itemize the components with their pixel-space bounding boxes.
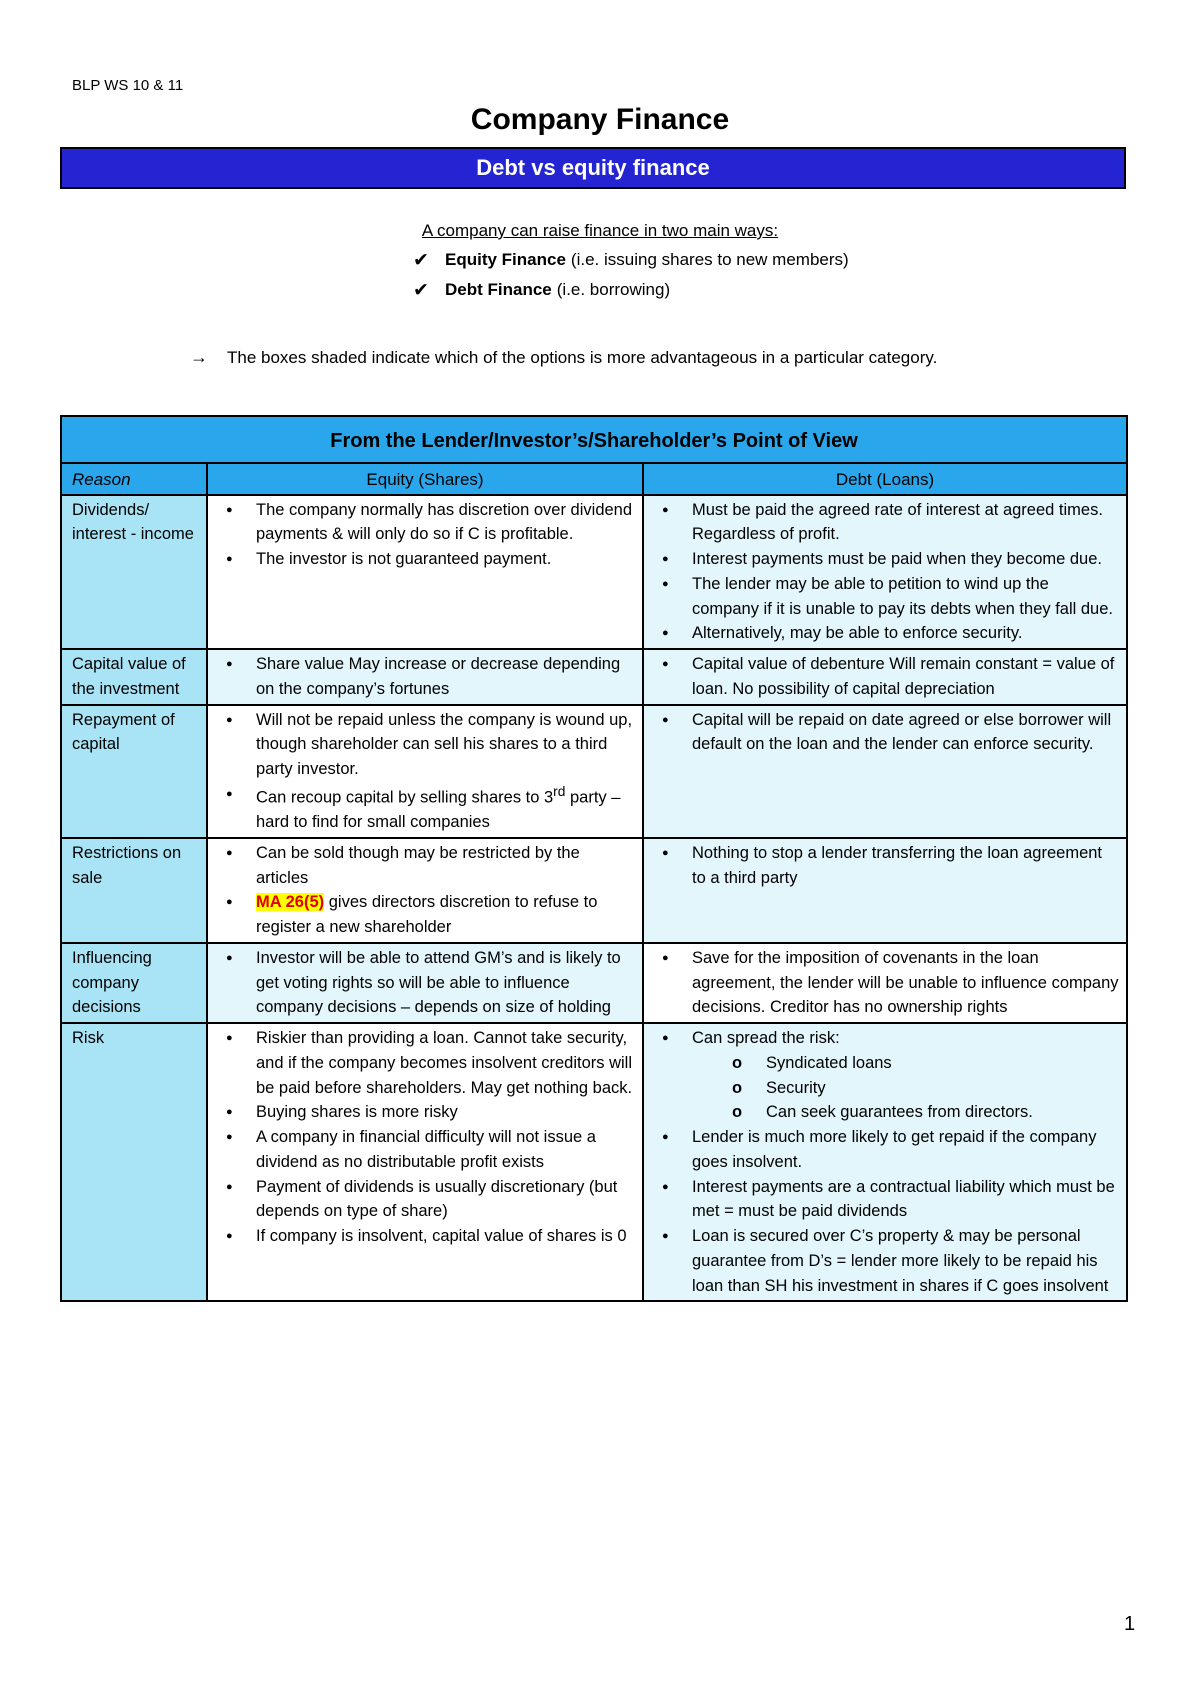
statute-reference: MA 26(5) [256,893,325,912]
table-row [61,1023,1127,1301]
bullet-item: ● Payment of dividends is usually discretionary (but depends on type of share) [218,1175,636,1225]
sub-item: o Can seek guarantees from directors. [732,1100,1120,1125]
reason-cell: Influencing company decisions [61,943,207,1023]
bullet-item: ● Nothing to stop a lender transferring the loan agreement to a third party [654,841,1120,891]
reason-cell: Capital value of the investment [61,649,207,705]
debt-cell [643,943,1127,1023]
page-number: 1 [1124,1613,1136,1635]
note-text: The boxes shaded indicate which of the options is more advantageous in a particular category. [227,347,938,367]
debt-cell [643,649,1127,705]
bullet-item: ● Lender is much more likely to get repaid if the company goes insolvent. [654,1125,1120,1175]
bullet-item: ● Can be sold though may be restricted by the articles [218,841,636,891]
sub-item: o Security [732,1076,1120,1101]
table-row [61,649,1127,705]
bullet-item: ● Save for the imposition of covenants in the loan agreement, the lender will be unable to influence company decisions. Creditor has no ownership rights [654,946,1120,1020]
header-equity: Equity (Shares) [207,463,643,495]
list-item [413,245,849,275]
bullet-item: ● Can recoup capital by selling shares to 3rd party – hard to find for small companies [218,782,636,835]
bullet-item: ● The investor is not guaranteed payment. [218,547,636,572]
equity-cell [207,838,643,943]
bullet-item: ● Share value May increase or decrease depending on the company’s fortunes [218,652,636,702]
equity-cell [207,495,643,650]
table-row [61,943,1127,1023]
debt-cell [643,838,1127,943]
bullet-item: ● Riskier than providing a loan. Cannot take security, and if the company becomes insolvent creditors will be paid before shareholders. May get nothing back. [218,1026,636,1100]
equity-cell [207,705,643,838]
bullet-item: ● MA 26(5) gives directors discretion to refuse to register a new shareholder [218,890,636,940]
table-row [61,495,1127,650]
equity-cell [207,649,643,705]
way-name: Debt Finance [445,280,552,299]
bullet-item: ● Capital will be repaid on date agreed or else borrower will default on the loan and the lender can enforce security. [654,708,1120,758]
bullet-item: ● Buying shares is more risky [218,1100,636,1125]
bullet-item: ● Capital value of debenture Will remain constant = value of loan. No possibility of capital depreciation [654,652,1120,702]
bullet-item: ● Can spread the risk: o Syndicated loans o Security o Can seek guarantees from directors. [654,1026,1120,1125]
equity-cell [207,1023,643,1301]
shading-note [190,347,937,368]
table-row [61,705,1127,838]
bullet-item: ● Interest payments must be paid when they become due. [654,547,1120,572]
bullet-item: ● Will not be repaid unless the company is wound up, though shareholder can sell his shares to a third party investor. [218,708,636,782]
bullet-item: ● Investor will be able to attend GM’s and is likely to get voting rights so will be able to influence company decisions – depends on size of holding [218,946,636,1020]
debt-cell [643,705,1127,838]
document-reference: BLP WS 10 & 11 [72,77,184,94]
bullet-item: ● If company is insolvent, capital value of shares is 0 [218,1224,636,1249]
way-name: Equity Finance [445,250,566,269]
intro-heading: A company can raise finance in two main ways: [421,221,779,240]
table-header-row [61,463,1127,495]
reason-cell: Dividends/ interest - income [61,495,207,650]
intro-block [0,221,1200,241]
section-banner: Debt vs equity finance [60,147,1126,189]
page-title: Company Finance [470,103,730,136]
debt-cell [643,1023,1127,1301]
table-row [61,838,1127,943]
reason-cell: Repayment of capital [61,705,207,838]
checkmark-icon: ✔ [413,249,429,271]
bullet-item: ● The company normally has discretion over dividend payments & will only do so if C is profitable. [218,498,636,548]
finance-ways-list [413,245,849,305]
arrow-right-icon: → [190,347,208,367]
bullet-item: ● A company in financial difficulty will not issue a dividend as no distributable profit exists [218,1125,636,1175]
reason-cell: Restrictions on sale [61,838,207,943]
header-reason: Reason [61,463,207,495]
table-title-row [61,416,1127,463]
table-title: From the Lender/Investor’s/Shareholder’s Point of View [61,416,1127,463]
equity-cell [207,943,643,1023]
header-debt: Debt (Loans) [643,463,1127,495]
checkmark-icon: ✔ [413,279,429,301]
comparison-table [60,415,1128,1302]
debt-cell [643,495,1127,650]
bullet-item: ● Interest payments are a contractual liability which must be met = must be paid dividends [654,1175,1120,1225]
sub-item: o Syndicated loans [732,1051,1120,1076]
way-description: (i.e. borrowing) [556,280,671,299]
reason-cell: Risk [61,1023,207,1301]
way-description: (i.e. issuing shares to new members) [570,250,849,269]
list-item [413,275,849,305]
bullet-item: ● The lender may be able to petition to wind up the company if it is unable to pay its debts when they fall due. [654,572,1120,622]
bullet-item: ● Alternatively, may be able to enforce security. [654,621,1120,646]
bullet-item: ● Must be paid the agreed rate of interest at agreed times. Regardless of profit. [654,498,1120,548]
bullet-item: ● Loan is secured over C’s property & may be personal guarantee from D’s = lender more likely to be repaid his loan than SH his investment in shares if C goes insolvent [654,1224,1120,1298]
